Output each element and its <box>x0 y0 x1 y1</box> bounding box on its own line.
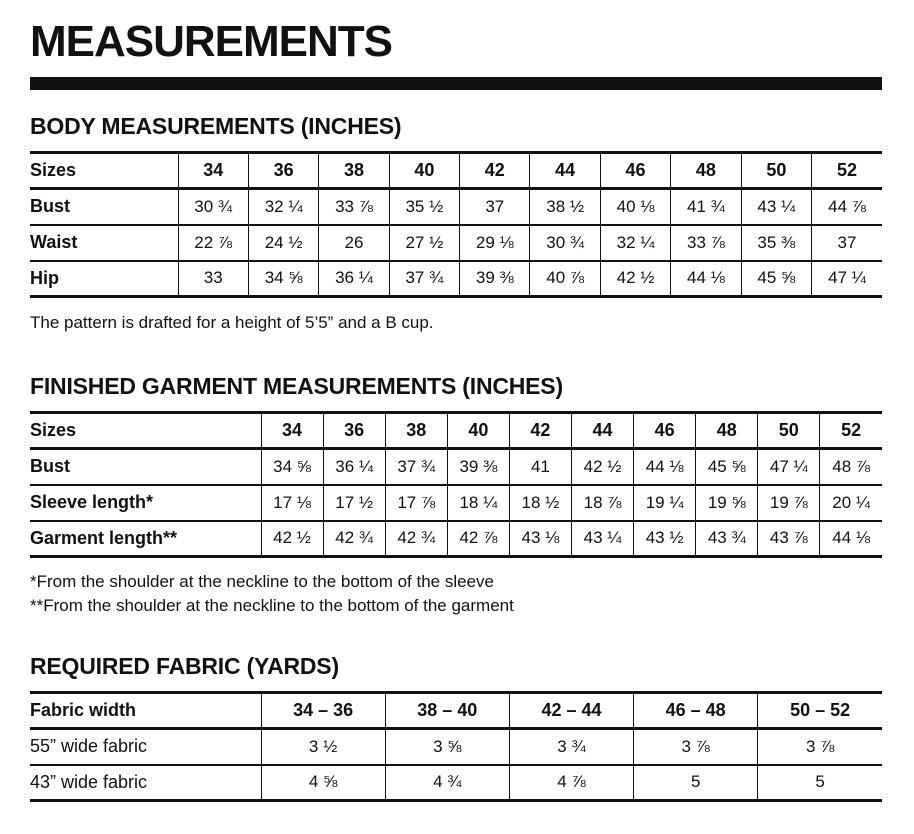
size-header: 42 <box>460 153 530 189</box>
table-row <box>30 225 882 261</box>
table-row <box>30 729 882 765</box>
size-header: 36 <box>323 413 385 449</box>
measurement-cell: 30 ¾ <box>530 225 600 261</box>
measurement-cell: 44 ⅛ <box>634 449 696 485</box>
size-header: 44 <box>530 153 600 189</box>
size-header: 52 <box>812 153 882 189</box>
measurement-cell: 35 ⅜ <box>741 225 811 261</box>
measurement-cell: 44 ⅛ <box>671 261 741 297</box>
finished-garment-table <box>30 411 882 558</box>
size-header: 42 – 44 <box>509 693 633 729</box>
required-fabric-table <box>30 691 882 802</box>
measurement-cell: 18 ¼ <box>447 485 509 521</box>
measurement-cell: 33 <box>178 261 248 297</box>
size-header: 46 <box>600 153 670 189</box>
row-label: Bust <box>30 196 70 217</box>
measurement-cell: 47 ¼ <box>812 261 882 297</box>
row-label: Bust <box>30 456 70 477</box>
measurement-cell: 37 ¾ <box>385 449 447 485</box>
measurement-cell: 4 ¾ <box>385 765 509 801</box>
measurement-cell: 44 ⅛ <box>820 521 882 557</box>
header-row <box>30 413 882 449</box>
size-header: 50 <box>741 153 811 189</box>
size-header: 34 <box>178 153 248 189</box>
measurement-cell: 43 ⅞ <box>758 521 820 557</box>
measurement-cell: 17 ½ <box>323 485 385 521</box>
table-row <box>30 189 882 225</box>
sleeve-length-footnote: *From the shoulder at the neckline to the bottom of the sleeve <box>30 572 494 591</box>
size-header: 50 <box>758 413 820 449</box>
measurement-cell: 43 ¼ <box>741 189 811 225</box>
row-label: 55” wide fabric <box>30 736 148 757</box>
measurement-cell: 19 ¼ <box>634 485 696 521</box>
measurement-cell: 41 ¾ <box>671 189 741 225</box>
measurement-cell: 32 ¼ <box>248 189 318 225</box>
size-header: 36 <box>248 153 318 189</box>
row-label: Waist <box>30 232 78 252</box>
measurement-cell: 24 ½ <box>248 225 318 261</box>
size-header: 48 <box>671 153 741 189</box>
row-label: Garment length** <box>30 527 178 548</box>
measurement-cell: 27 ½ <box>389 225 459 261</box>
measurement-cell: 17 ⅛ <box>261 485 323 521</box>
measurement-cell: 4 ⅝ <box>261 765 385 801</box>
row-label: Hip <box>30 267 59 288</box>
size-header: 40 <box>447 413 509 449</box>
measurement-cell: 42 ⅞ <box>447 521 509 557</box>
measurement-cell: 38 ½ <box>530 189 600 225</box>
header-label: Fabric width <box>30 700 137 720</box>
measurement-cell: 40 ⅛ <box>600 189 670 225</box>
measurement-cell: 42 ¾ <box>385 521 447 557</box>
measurement-cell: 34 ⅝ <box>248 261 318 297</box>
row-label: 43” wide fabric <box>30 771 148 792</box>
required-fabric-title: REQUIRED FABRIC (YARDS) <box>30 653 339 679</box>
size-header: 38 <box>385 413 447 449</box>
measurement-cell: 42 ¾ <box>323 521 385 557</box>
measurement-cell: 43 ¾ <box>696 521 758 557</box>
measurement-cell: 3 ½ <box>261 729 385 765</box>
finished-garment-title: FINISHED GARMENT MEASUREMENTS (INCHES) <box>30 373 563 399</box>
measurement-cell: 47 ¼ <box>758 449 820 485</box>
measurement-cell: 37 <box>460 189 530 225</box>
measurement-cell: 45 ⅝ <box>741 261 811 297</box>
header-label: Sizes <box>30 420 77 440</box>
size-header: 52 <box>820 413 882 449</box>
measurement-cell: 22 ⅞ <box>178 225 248 261</box>
header-row <box>30 153 882 189</box>
size-header: 38 <box>319 153 389 189</box>
measurement-cell: 39 ⅜ <box>447 449 509 485</box>
garment-length-footnote: **From the shoulder at the neckline to the bottom of the garment <box>30 596 514 615</box>
measurement-cell: 45 ⅝ <box>696 449 758 485</box>
body-measurements-title: BODY MEASUREMENTS (INCHES) <box>30 113 402 139</box>
measurement-cell: 43 ¼ <box>571 521 633 557</box>
table-row <box>30 261 882 297</box>
size-header: 34 <box>261 413 323 449</box>
size-header: 44 <box>571 413 633 449</box>
title-rule <box>30 77 882 90</box>
size-header: 46 – 48 <box>634 693 758 729</box>
measurement-cell: 20 ¼ <box>820 485 882 521</box>
measurement-cell: 3 ⅝ <box>385 729 509 765</box>
size-header: 48 <box>696 413 758 449</box>
measurement-cell: 5 <box>634 765 758 801</box>
table-row <box>30 521 882 557</box>
measurement-cell: 36 ¼ <box>319 261 389 297</box>
measurement-cell: 43 ⅛ <box>509 521 571 557</box>
measurement-cell: 19 ⅞ <box>758 485 820 521</box>
measurement-cell: 19 ⅝ <box>696 485 758 521</box>
body-measurements-note: The pattern is drafted for a height of 5’5” and a B cup. <box>30 313 434 332</box>
measurement-cell: 43 ½ <box>634 521 696 557</box>
measurement-cell: 29 ⅛ <box>460 225 530 261</box>
measurement-cell: 35 ½ <box>389 189 459 225</box>
measurement-cell: 36 ¼ <box>323 449 385 485</box>
measurement-cell: 48 ⅞ <box>820 449 882 485</box>
measurement-cell: 33 ⅞ <box>671 225 741 261</box>
size-header: 34 – 36 <box>261 693 385 729</box>
measurement-cell: 44 ⅞ <box>812 189 882 225</box>
measurement-cell: 42 ½ <box>261 521 323 557</box>
body-measurements-table <box>30 151 882 298</box>
measurement-cell: 3 ⅞ <box>634 729 758 765</box>
measurement-cell: 26 <box>319 225 389 261</box>
measurement-cell: 37 <box>812 225 882 261</box>
measurement-cell: 3 ¾ <box>509 729 633 765</box>
measurement-cell: 4 ⅞ <box>509 765 633 801</box>
size-header: 40 <box>389 153 459 189</box>
measurement-cell: 40 ⅞ <box>530 261 600 297</box>
size-header: 38 – 40 <box>385 693 509 729</box>
size-header: 42 <box>509 413 571 449</box>
measurement-cell: 5 <box>758 765 882 801</box>
page-title: MEASUREMENTS <box>30 17 393 66</box>
measurement-cell: 37 ¾ <box>389 261 459 297</box>
measurement-cell: 33 ⅞ <box>319 189 389 225</box>
size-header: 50 – 52 <box>758 693 882 729</box>
measurement-cell: 30 ¾ <box>178 189 248 225</box>
size-header: 46 <box>634 413 696 449</box>
table-row <box>30 485 882 521</box>
measurement-cell: 17 ⅞ <box>385 485 447 521</box>
header-row <box>30 693 882 729</box>
measurement-cell: 34 ⅝ <box>261 449 323 485</box>
measurement-cell: 39 ⅜ <box>460 261 530 297</box>
header-label: Sizes <box>30 160 77 180</box>
table-row <box>30 449 882 485</box>
table-row <box>30 765 882 801</box>
measurement-cell: 3 ⅞ <box>758 729 882 765</box>
measurement-cell: 18 ½ <box>509 485 571 521</box>
measurement-cell: 42 ½ <box>600 261 670 297</box>
row-label: Sleeve length* <box>30 492 154 512</box>
measurement-cell: 32 ¼ <box>600 225 670 261</box>
measurement-cell: 41 <box>509 449 571 485</box>
measurement-cell: 18 ⅞ <box>571 485 633 521</box>
measurement-cell: 42 ½ <box>571 449 633 485</box>
